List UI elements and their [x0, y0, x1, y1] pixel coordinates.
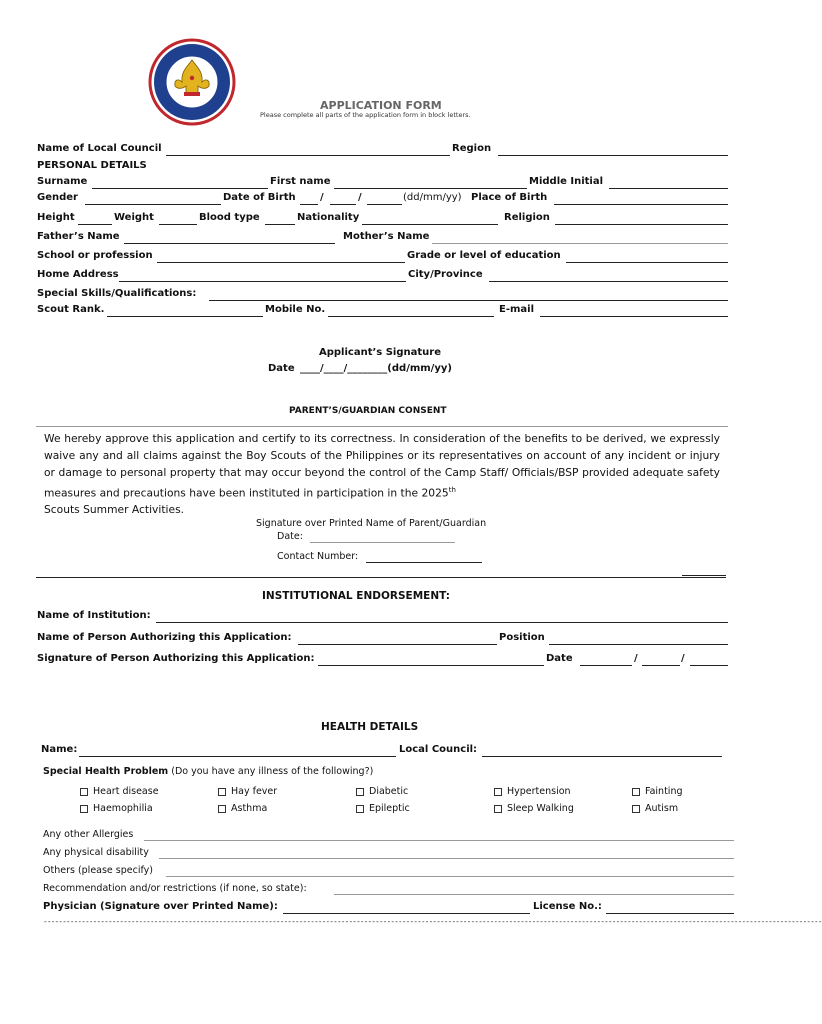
consent-section-divider — [36, 577, 726, 578]
section-personal-details: PERSONAL DETAILS — [37, 160, 147, 171]
label-religion: Religion — [504, 212, 550, 223]
condition-label: Haemophilia — [93, 803, 153, 814]
condition-label: Heart disease — [93, 786, 159, 797]
field-blood-type[interactable] — [265, 224, 295, 225]
label-surname: Surname — [37, 176, 88, 187]
special-health-problem-question: (Do you have any illness of the following?) — [171, 766, 374, 777]
field-dob-day[interactable] — [300, 204, 318, 205]
field-dob-month[interactable] — [330, 204, 356, 205]
contact-number-label: Contact Number: — [277, 551, 359, 562]
field-email[interactable] — [540, 316, 728, 317]
field-first-name[interactable] — [334, 188, 527, 189]
checkbox-icon[interactable] — [494, 788, 502, 796]
field-home-address[interactable] — [119, 281, 406, 282]
field-city-province[interactable] — [489, 281, 728, 282]
field-weight[interactable] — [159, 224, 197, 225]
field-gender[interactable] — [85, 204, 221, 205]
field-nationality[interactable] — [362, 224, 498, 225]
checkbox-icon[interactable] — [632, 805, 640, 813]
special-health-problem — [43, 766, 373, 777]
label-scout-rank: Scout Rank. — [37, 304, 105, 315]
endorsement-heading: INSTITUTIONAL ENDORSEMENT: — [262, 590, 450, 602]
applicant-date-label: Date — [268, 363, 295, 374]
field-mothers-name[interactable] — [432, 243, 728, 244]
field-signature-authorizing[interactable] — [318, 665, 544, 666]
consent-text — [44, 430, 720, 519]
label-fathers-name: Father’s Name — [37, 231, 120, 242]
label-endorsement-date: Date — [546, 653, 573, 664]
field-special-skills[interactable] — [209, 300, 728, 301]
checkbox-icon[interactable] — [632, 788, 640, 796]
field-religion[interactable] — [555, 224, 728, 225]
field-grade[interactable] — [566, 262, 728, 263]
parent-date-field[interactable] — [310, 542, 455, 543]
field-endorsement-date-day[interactable] — [580, 665, 632, 666]
contact-number-field[interactable] — [366, 562, 482, 563]
label-nationality: Nationality — [297, 212, 360, 223]
field-place-of-birth[interactable] — [554, 204, 728, 205]
parent-date-label: Date: — [277, 531, 303, 542]
form-instructions: Please complete all parts of the application form in block letters. — [260, 111, 471, 119]
applicant-date-field[interactable]: ____/____/________(dd/mm/yy) — [300, 363, 452, 374]
field-height[interactable] — [78, 224, 112, 225]
label-special-skills: Special Skills/Qualifications: — [37, 288, 197, 299]
condition-label: Fainting — [645, 786, 683, 797]
label-license-no: License No.: — [533, 901, 602, 912]
checkbox-icon[interactable] — [356, 788, 364, 796]
field-scout-rank[interactable] — [107, 316, 263, 317]
checkbox-icon[interactable] — [218, 788, 226, 796]
condition-label: Hypertension — [507, 786, 571, 797]
consent-superscript: th — [448, 485, 456, 494]
label-health-name: Name: — [41, 744, 78, 755]
field-recommendation[interactable] — [334, 894, 734, 895]
consent-divider-mark — [682, 575, 726, 576]
checkbox-haemophilia[interactable] — [80, 803, 153, 814]
dob-separator-2: / — [358, 192, 362, 203]
label-grade: Grade or level of education — [407, 250, 561, 261]
condition-label: Sleep Walking — [507, 803, 574, 814]
consent-body: We hereby approve this application and certify to its correctness. In consideration of the benefits to be derived, we expressly waive any and all claims against the Boy Scouts of the Philippines or its representatives on account of any incident or injury or damage to personal property that may occur beyond the control of the Camp Staff/ Officials/BSP provided adequate safety measures and precautions have been instituted in participation in the 2025 — [44, 432, 720, 500]
consent-heading: PARENT’S/GUARDIAN CONSENT — [289, 406, 447, 416]
condition-label: Asthma — [231, 803, 268, 814]
checkbox-heart-disease[interactable] — [80, 786, 159, 797]
label-blood-type: Blood type — [199, 212, 260, 223]
label-height: Height — [37, 212, 75, 223]
label-email: E-mail — [499, 304, 535, 315]
parent-signature-label: Signature over Printed Name of Parent/Guardian — [256, 518, 487, 529]
bsp-seal-logo — [148, 38, 236, 126]
field-region[interactable] — [498, 155, 728, 156]
condition-label: Diabetic — [369, 786, 409, 797]
label-person-authorizing: Name of Person Authorizing this Application: — [37, 632, 292, 643]
label-gender: Gender — [37, 192, 78, 203]
checkbox-icon[interactable] — [356, 805, 364, 813]
field-physician[interactable] — [283, 913, 530, 914]
consent-body-end: Scouts Summer Activities. — [44, 503, 185, 517]
field-health-name[interactable] — [79, 756, 396, 757]
checkbox-hypertension[interactable] — [494, 786, 571, 797]
special-health-problem-label: Special Health Problem — [43, 766, 169, 777]
field-position[interactable] — [549, 644, 728, 645]
label-institution: Name of Institution: — [37, 610, 151, 621]
checkbox-icon[interactable] — [80, 788, 88, 796]
label-first-name: First name — [270, 176, 331, 187]
field-surname[interactable] — [92, 188, 268, 189]
label-health-local-council: Local Council: — [399, 744, 478, 755]
label-region: Region — [452, 143, 492, 154]
checkbox-fainting[interactable] — [632, 786, 683, 797]
label-signature-authorizing: Signature of Person Authorizing this Application: — [37, 653, 315, 664]
label-other-allergies: Any other Allergies — [43, 829, 134, 840]
form-title: APPLICATION FORM — [320, 99, 442, 112]
field-school[interactable] — [157, 262, 405, 263]
field-institution[interactable] — [156, 622, 728, 623]
consent-divider — [36, 426, 728, 427]
checkbox-icon[interactable] — [494, 805, 502, 813]
checkbox-autism[interactable] — [632, 803, 678, 814]
label-school: School or profession — [37, 250, 153, 261]
checkbox-icon[interactable] — [80, 805, 88, 813]
label-city-province: City/Province — [408, 269, 483, 280]
checkbox-epileptic[interactable] — [356, 803, 410, 814]
condition-label: Hay fever — [231, 786, 278, 797]
field-middle-initial[interactable] — [609, 188, 728, 189]
label-others: Others (please specify) — [43, 865, 153, 876]
checkbox-sleep-walking[interactable] — [494, 803, 574, 814]
label-recommendation: Recommendation and/or restrictions (if none, so state): — [43, 883, 307, 894]
checkbox-icon[interactable] — [218, 805, 226, 813]
condition-label: Autism — [645, 803, 679, 814]
label-date-of-birth: Date of Birth — [223, 192, 296, 203]
label-physical-disability: Any physical disability — [43, 847, 149, 858]
label-local-council: Name of Local Council — [37, 143, 162, 154]
field-endorsement-date-year[interactable] — [690, 665, 728, 666]
dob-format: (dd/mm/yy) — [403, 192, 462, 203]
field-person-authorizing[interactable] — [298, 644, 497, 645]
label-place-of-birth: Place of Birth — [471, 192, 548, 203]
field-local-council[interactable] — [166, 155, 450, 156]
checkbox-hay-fever[interactable] — [218, 786, 277, 797]
field-fathers-name[interactable] — [124, 243, 335, 244]
condition-label: Epileptic — [369, 803, 410, 814]
checkbox-asthma[interactable] — [218, 803, 267, 814]
field-health-local-council[interactable] — [482, 756, 722, 757]
field-physical-disability[interactable] — [159, 858, 734, 859]
label-home-address: Home Address — [37, 269, 119, 280]
applicant-signature-label: Applicant’s Signature — [319, 347, 441, 358]
dashed-cut-line: ------------------------------------------------------------------------------------------------------------------------------------------------------------------------------------------------------------ — [43, 917, 822, 926]
label-weight: Weight — [114, 212, 154, 223]
label-middle-initial: Middle Initial — [529, 176, 604, 187]
dob-separator-1: / — [320, 192, 324, 203]
field-others[interactable] — [166, 876, 734, 877]
field-dob-year[interactable] — [367, 204, 402, 205]
field-other-allergies[interactable] — [144, 840, 734, 841]
label-mothers-name: Mother’s Name — [343, 231, 430, 242]
field-mobile-no[interactable] — [328, 316, 494, 317]
field-endorsement-date-month[interactable] — [642, 665, 680, 666]
label-mobile-no: Mobile No. — [265, 304, 326, 315]
checkbox-diabetic[interactable] — [356, 786, 408, 797]
field-license-no[interactable] — [606, 913, 734, 914]
label-physician: Physician (Signature over Printed Name): — [43, 901, 278, 912]
endorsement-date-sep-1: / — [634, 653, 638, 664]
health-heading: HEALTH DETAILS — [321, 721, 419, 733]
label-position: Position — [499, 632, 545, 643]
endorsement-date-sep-2: / — [681, 653, 685, 664]
